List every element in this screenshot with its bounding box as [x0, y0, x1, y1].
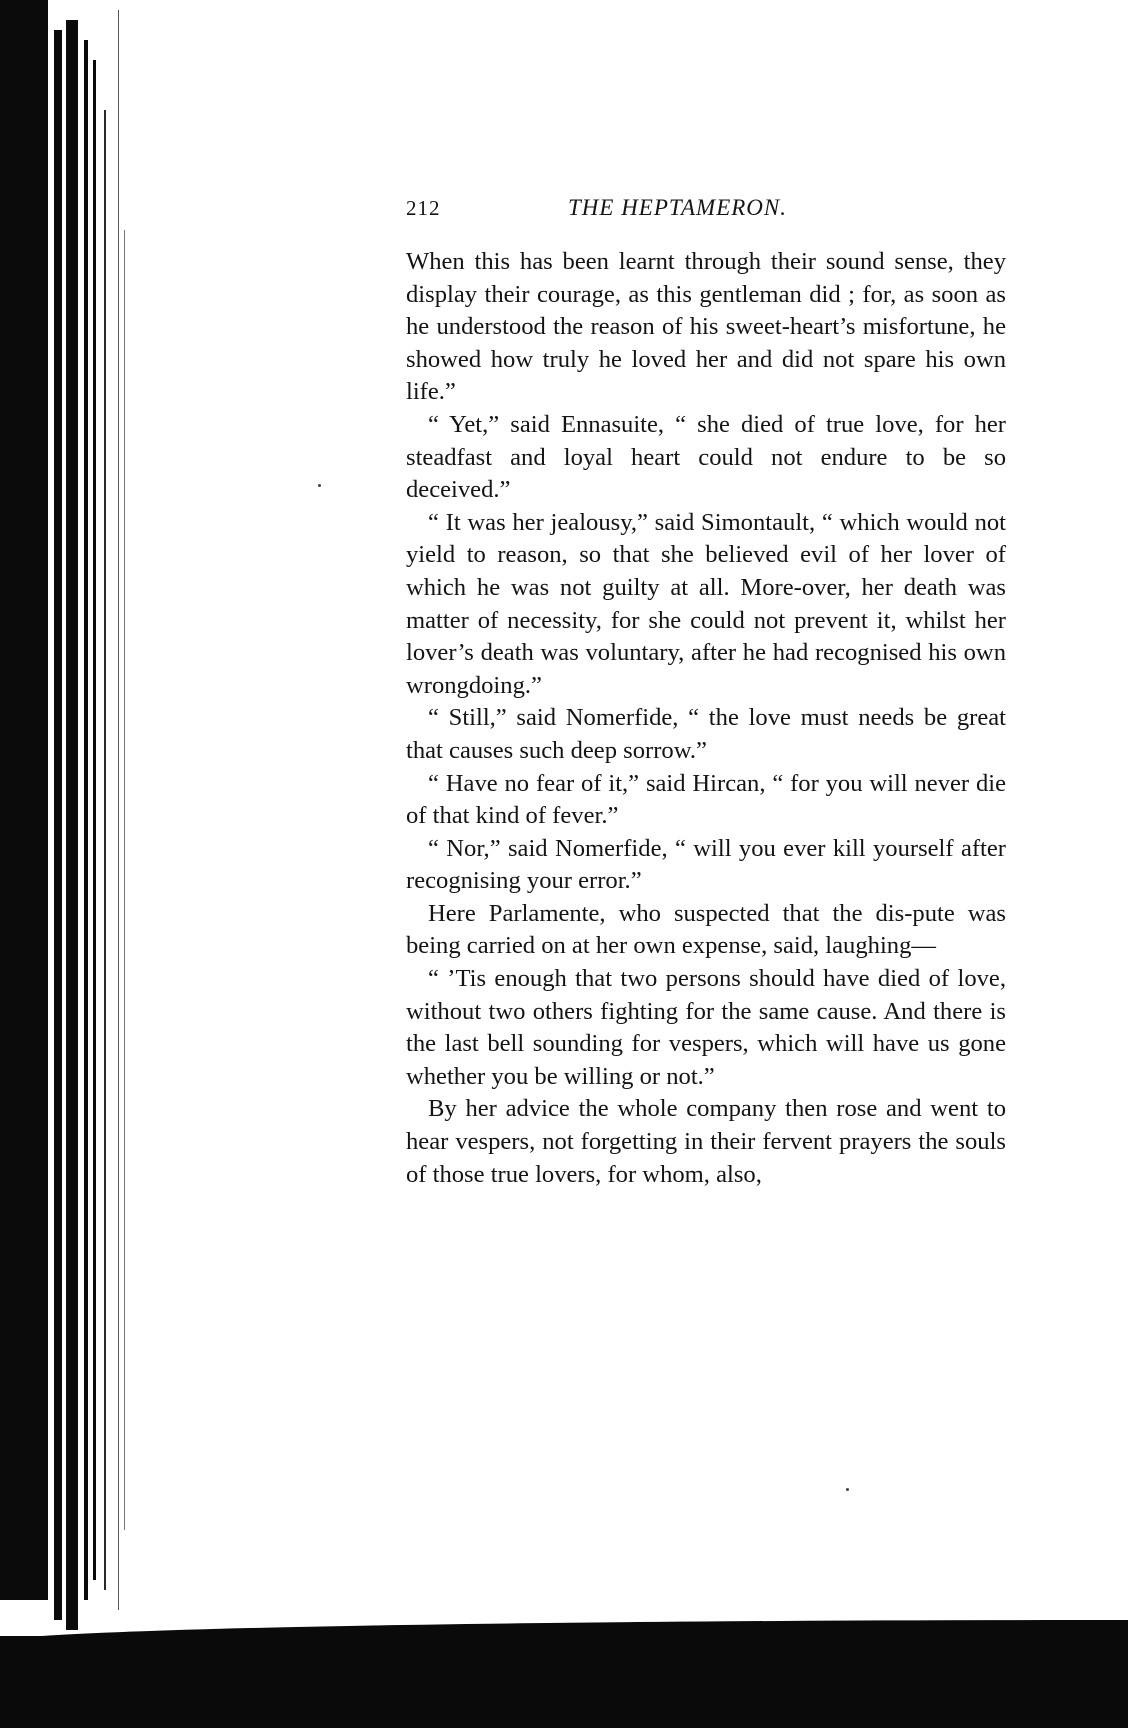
running-title: THE HEPTAMERON.	[568, 195, 788, 220]
scan-speck	[846, 1488, 849, 1491]
binding-shadow	[124, 230, 125, 1530]
binding-edge	[0, 0, 128, 1728]
binding-shadow	[93, 60, 96, 1580]
paragraph: Here Parlamente, who suspected that the dis-pute was being carried on at her own expense, said, laughing—	[406, 899, 1006, 960]
scan-bottom-edge	[0, 1636, 1128, 1728]
paragraph: “ Yet,” said Ennasuite, “ she died of true love, for her steadfast and loyal heart could not endure to be so deceived.”	[406, 410, 1006, 504]
paragraph: “ It was her jealousy,” said Simontault, “ which would not yield to reason, so that she believed evil of her lover of which he was not guilty at all. More-over, her death was matter of necessity, for she could not prevent it, whilst her lover’s death was voluntary, after he had recognised his own wrongdoing.”	[406, 508, 1006, 699]
binding-shadow	[104, 110, 106, 1590]
binding-shadow	[0, 0, 48, 1600]
paragraph: “ Have no fear of it,” said Hircan, “ for you will never die of that kind of fever.”	[406, 769, 1006, 830]
binding-shadow	[54, 30, 62, 1620]
paragraph: “ Nor,” said Nomerfide, “ will you ever kill yourself after recognising your error.”	[406, 834, 1006, 895]
binding-shadow	[118, 10, 119, 1610]
paragraph: “ Still,” said Nomerfide, “ the love must needs be great that causes such deep sorrow.”	[406, 704, 1006, 764]
binding-shadow	[84, 40, 88, 1600]
body-text	[406, 246, 1006, 1191]
page-number: 212	[406, 196, 441, 220]
page-curl	[0, 1620, 1128, 1642]
scan-speck	[318, 484, 321, 487]
paragraph: By her advice the whole company then rose and went to hear vespers, not forgetting in their fervent prayers the souls of those true lovers, for whom, also,	[406, 1095, 1006, 1188]
binding-shadow	[66, 20, 78, 1630]
page-header	[406, 196, 1006, 228]
paragraph: “ ’Tis enough that two persons should have died of love, without two others fighting for the same cause. And there is the last bell sounding for vespers, which will have us gone whether you be willing or not.”	[406, 965, 1006, 1090]
paragraph: When this has been learnt through their sound sense, they display their courage, as this gentleman did ; for, as soon as he understood the reason of his sweet-heart’s misfortune, he showed how truly he loved her and did not spare his own life.”	[406, 248, 1006, 406]
